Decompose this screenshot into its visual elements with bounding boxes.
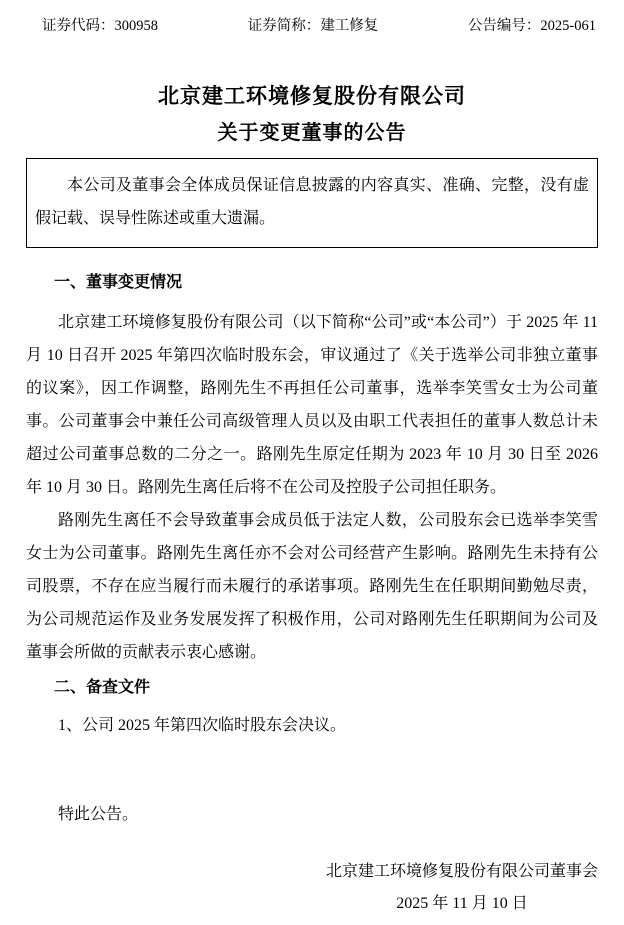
disclaimer-box bbox=[26, 158, 598, 248]
stock-abbreviation: 证券简称：建工修复 bbox=[247, 18, 379, 34]
reference-document-item: 1、公司 2025 年第四次临时股东会决议。 bbox=[58, 717, 347, 734]
section-1-heading: 一、董事变更情况 bbox=[54, 274, 183, 291]
signature-date: 2025 年 11 月 10 日 bbox=[396, 895, 528, 912]
company-title: 北京建工环境修复股份有限公司 bbox=[158, 85, 466, 108]
stock-code: 证券代码：300958 bbox=[42, 18, 158, 34]
signature-block bbox=[26, 861, 598, 915]
signature-company: 北京建工环境修复股份有限公司董事会 bbox=[325, 863, 598, 880]
disclaimer-text: 本公司及董事会全体成员保证信息披露的内容真实、准确、完整，没有虚假记载、误导性陈述或重大遗漏。 bbox=[35, 177, 589, 227]
announcement-number: 公告编号：2025-061 bbox=[467, 18, 596, 34]
section-1-paragraph-1: 北京建工环境修复股份有限公司（以下简称“公司”或“本公司”）于 2025 年 11 月 10 日召开 2025 年第四次临时股东会，审议通过了《关于选举公司非独立董事的议案》，因工作调整，路刚先生不再担任公司董事，选举李笑雪女士为公司董事。公司董事会中兼任公司高级管理人员以及由职工代表担任的董事人数总计未超过公司董事总数的二分之一。路刚先生原定任期为 2023 年 10 月 30 日至 2026 年 10 月 30 日。路刚先生离任后将不在公司及控股子公司担任职务。 bbox=[26, 314, 598, 496]
announcement-subject-title: 关于变更董事的公告 bbox=[217, 122, 407, 144]
document-header bbox=[26, 16, 598, 36]
section-1-paragraph-2: 路刚先生离任不会导致董事会成员低于法定人数，公司股东会已选举李笑雪女士为公司董事。路刚先生离任亦不会对公司经营产生影响。路刚先生未持有公司股票，不存在应当履行而未履行的承诺事项。路刚先生在任职期间勤勉尽责，为公司规范运作及业务发展发挥了积极作用，公司对路刚先生任职期间为公司及董事会所做的贡献表示衷心感谢。 bbox=[26, 512, 598, 661]
signature-inner bbox=[326, 861, 598, 915]
closing-statement: 特此公告。 bbox=[58, 806, 139, 823]
section-2-heading: 二、备查文件 bbox=[54, 679, 151, 696]
